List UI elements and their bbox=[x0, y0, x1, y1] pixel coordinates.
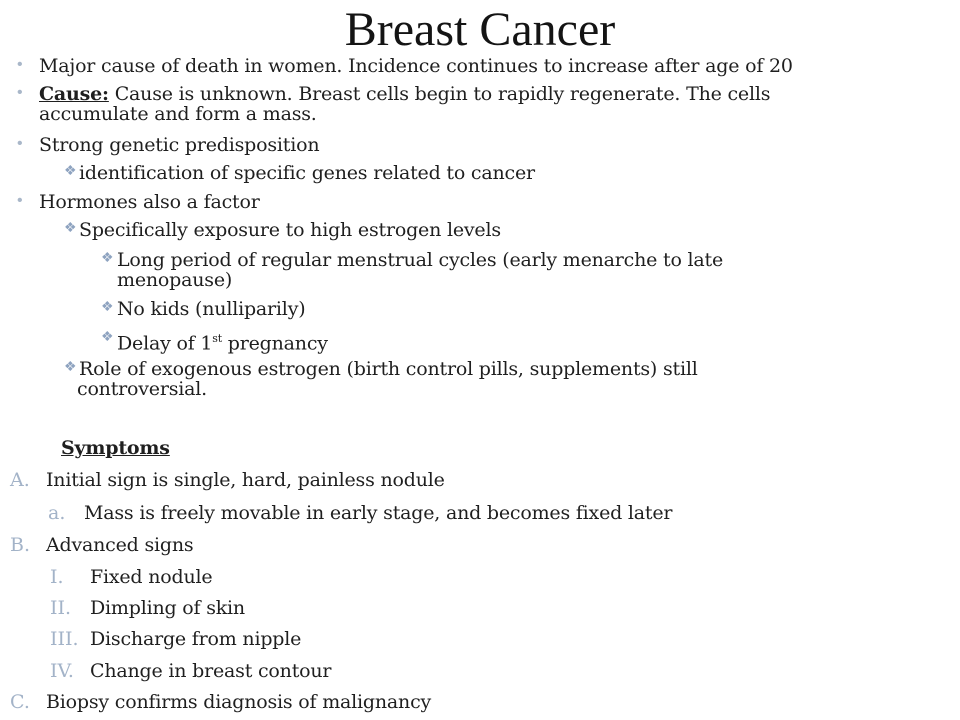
sub-bullet-estrogen: Specifically exposure to high estrogen levels bbox=[79, 219, 501, 241]
diamond-bullet-icon: ❖ bbox=[64, 359, 77, 375]
sub-bullet-genes: identification of specific genes related to cancer bbox=[79, 162, 535, 184]
bullet-major-cause: Major cause of death in women. Incidence continues to increase after age of 20 bbox=[39, 55, 793, 77]
bullet-genetic: Strong genetic predisposition bbox=[39, 134, 320, 156]
list-marker: III. bbox=[50, 628, 79, 650]
sub-sub-bullet-no-kids: No kids (nulliparily) bbox=[117, 298, 306, 320]
list-marker: II. bbox=[50, 597, 72, 619]
cause-text: Cause is unknown. Breast cells begin to rapidly regenerate. The cells bbox=[108, 83, 771, 105]
sub-sub-bullet-pregnancy bbox=[117, 329, 328, 353]
diamond-bullet-icon: ❖ bbox=[64, 163, 77, 179]
symptoms-heading: Symptoms bbox=[61, 437, 170, 459]
symptom-initial-sign: Initial sign is single, hard, painless nodule bbox=[46, 469, 445, 491]
symptom-advanced: Advanced signs bbox=[46, 534, 194, 556]
bullet-hormones: Hormones also a factor bbox=[39, 191, 260, 213]
bullet-cause bbox=[39, 84, 770, 104]
symptom-discharge: Discharge from nipple bbox=[90, 628, 302, 650]
list-marker: I. bbox=[50, 566, 64, 588]
diamond-bullet-icon: ❖ bbox=[101, 250, 114, 266]
pregnancy-text-pre: Delay of 1 bbox=[117, 332, 213, 355]
sub-sub-bullet-menstrual: Long period of regular menstrual cycles (early menarche to late bbox=[117, 249, 724, 271]
cause-label: Cause: bbox=[39, 83, 109, 105]
bullet-cause-cont: accumulate and form a mass. bbox=[39, 103, 317, 125]
list-marker: B. bbox=[10, 534, 31, 556]
bullet-dot: • bbox=[17, 84, 23, 101]
sub-bullet-exogenous: Role of exogenous estrogen (birth control pills, supplements) still bbox=[79, 358, 698, 380]
diamond-bullet-icon: ❖ bbox=[101, 329, 114, 345]
diamond-bullet-icon: ❖ bbox=[64, 220, 77, 236]
symptom-dimpling: Dimpling of skin bbox=[90, 597, 245, 619]
slide-title: Breast Cancer bbox=[344, 3, 616, 56]
symptom-mass-movable: Mass is freely movable in early stage, and becomes fixed later bbox=[84, 502, 673, 524]
sub-sub-bullet-menstrual-cont: menopause) bbox=[117, 269, 233, 291]
list-marker: C. bbox=[10, 691, 30, 713]
pregnancy-text-post: pregnancy bbox=[221, 332, 328, 355]
list-marker: a. bbox=[48, 502, 66, 524]
symptom-biopsy: Biopsy confirms diagnosis of malignancy bbox=[46, 691, 432, 713]
bullet-dot: • bbox=[17, 192, 23, 209]
bullet-dot: • bbox=[17, 135, 23, 152]
symptom-fixed-nodule: Fixed nodule bbox=[90, 566, 213, 588]
sub-bullet-exogenous-cont: controversial. bbox=[77, 378, 208, 400]
symptom-contour: Change in breast contour bbox=[90, 660, 332, 682]
diamond-bullet-icon: ❖ bbox=[101, 299, 114, 315]
list-marker: A. bbox=[10, 469, 30, 491]
bullet-dot: • bbox=[17, 56, 23, 73]
list-marker: IV. bbox=[50, 660, 74, 682]
pregnancy-sup: st bbox=[212, 332, 222, 345]
